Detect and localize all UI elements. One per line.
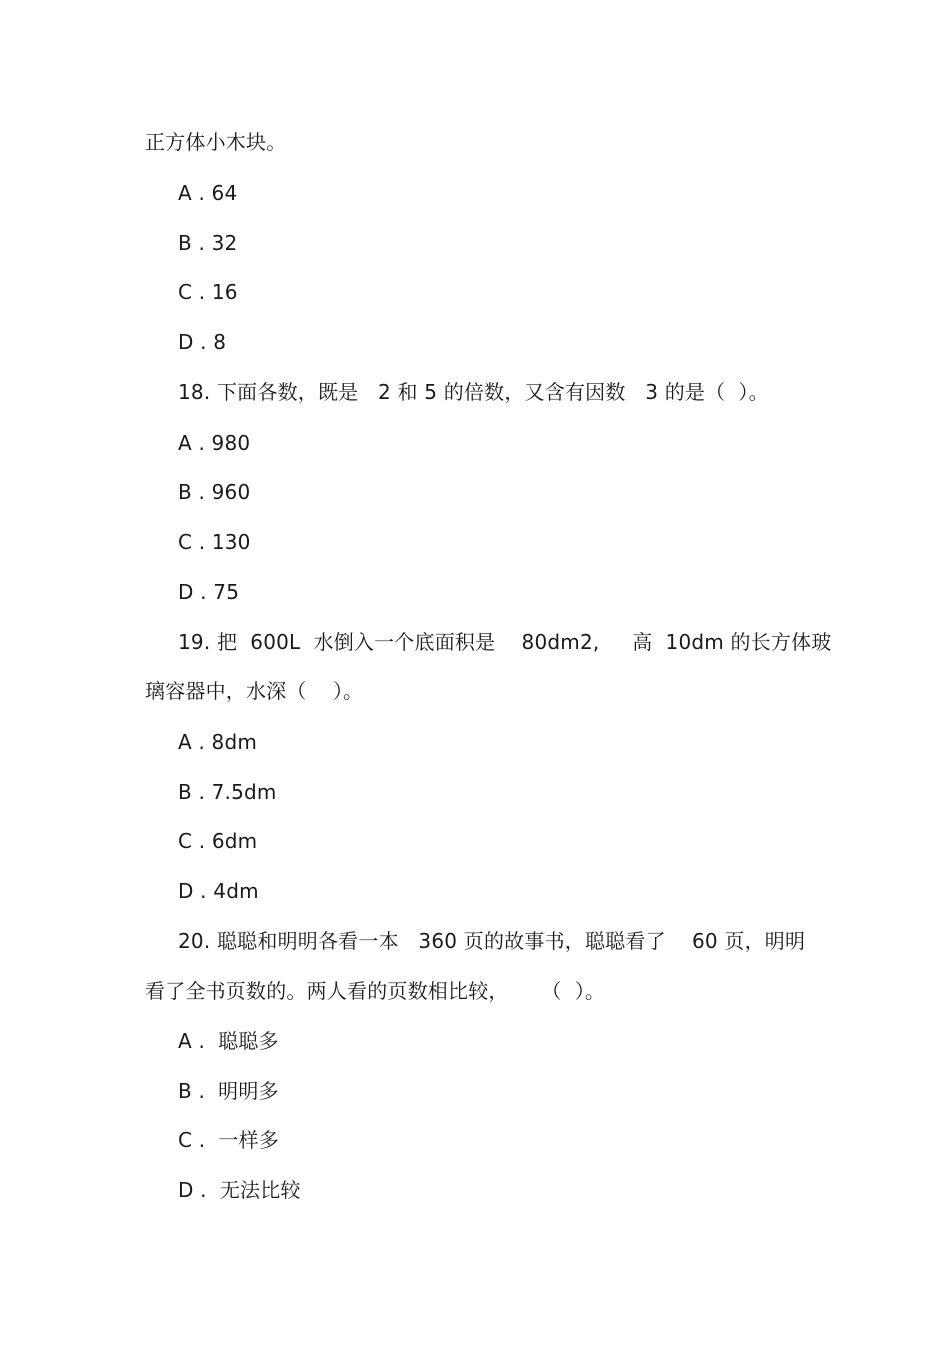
q19-option-d: D . 4dm [178,879,259,903]
q18-option-b: B . 960 [178,480,251,504]
q20-option-a: A . 聪聪多 [178,1029,279,1053]
q18-option-c: C . 130 [178,530,251,554]
q20-option-c: C . 一样多 [178,1128,279,1152]
q17-option-d: D . 8 [178,330,227,354]
q18-option-a: A . 980 [178,431,251,455]
q18-option-d: D . 75 [178,580,240,604]
question-17-continuation: 正方体小木块。 [145,130,287,154]
q19-option-c: C . 6dm [178,829,258,853]
question-20: 20. 聪聪和明明各看一本 360 页的故事书，聪聪看了 60 页，明明 [178,929,806,953]
question-20-continuation: 看了全书页数的。两人看的页数相比较， （ ）。 [145,979,606,1003]
q19-option-b: B . 7.5dm [178,780,277,804]
q19-option-a: A . 8dm [178,730,258,754]
q17-option-c: C . 16 [178,280,238,304]
q20-option-b: B . 明明多 [178,1079,279,1103]
question-19-continuation: 璃容器中，水深（ ）。 [145,679,364,703]
q20-option-d: D . 无法比较 [178,1178,301,1202]
q17-option-a: A . 64 [178,181,238,205]
question-19: 19. 把 600L 水倒入一个底面积是 80dm2, 高 10dm 的长方体玻 [178,630,832,654]
question-18: 18. 下面各数，既是 2 和 5 的倍数，又含有因数 3 的是（ ）。 [178,380,769,404]
q17-option-b: B . 32 [178,231,238,255]
